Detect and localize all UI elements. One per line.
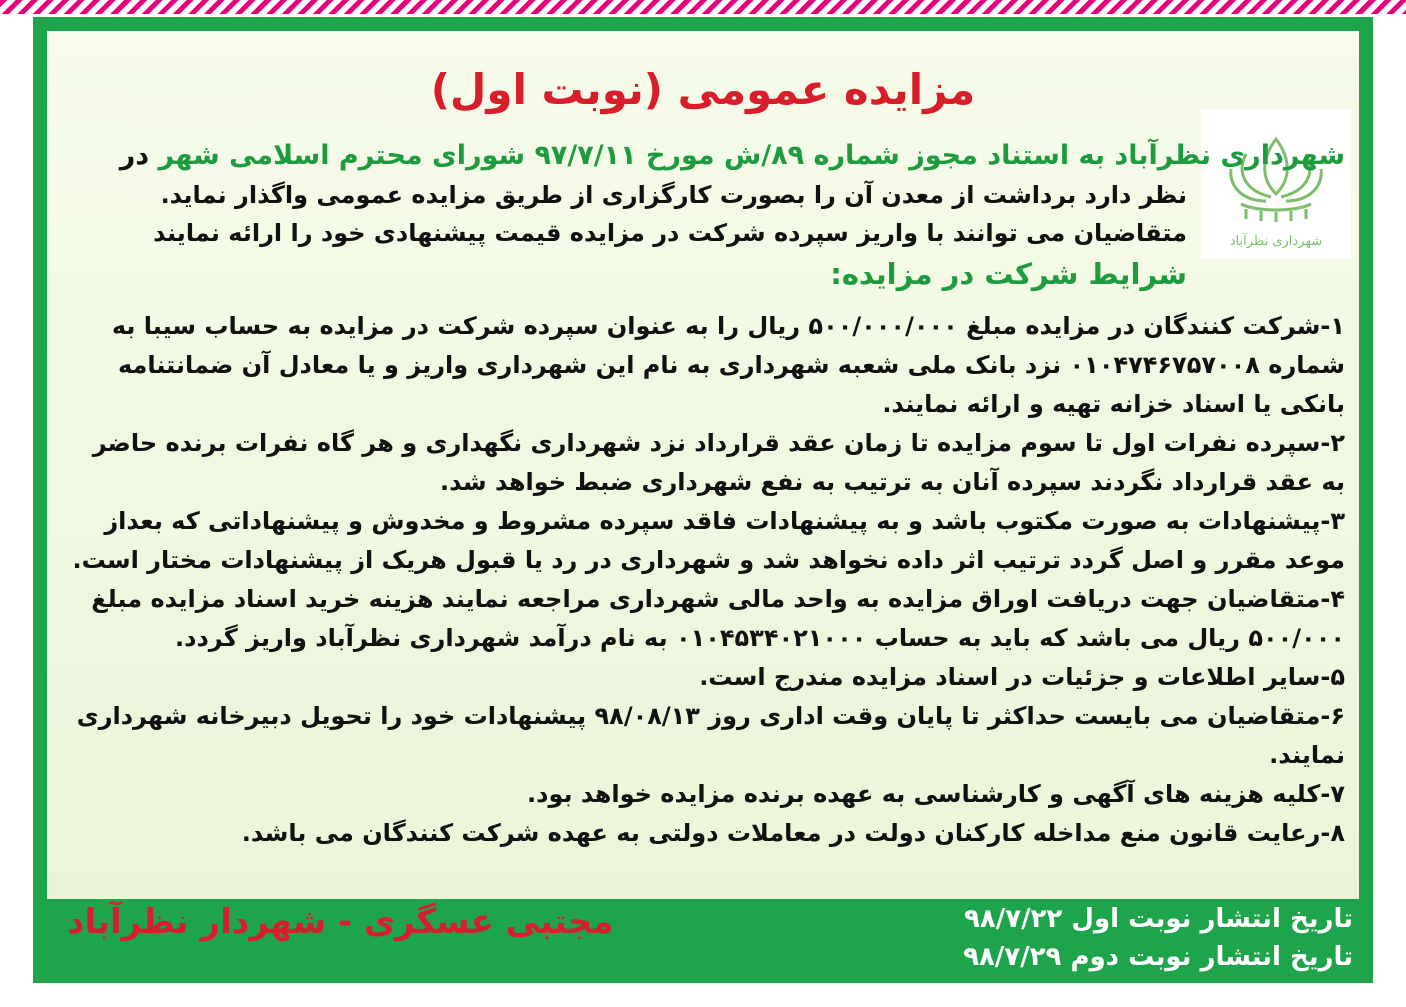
condition-item: ۱-شرکت کنندگان در مزایده مبلغ ۵۰۰/۰۰۰/۰۰۰ ریال را به عنوان سپرده شرکت در مزایده به حساب سیبا به شماره ۰۱۰۴۷۴۶۷۵۷۰۰۸ نزد بانک ملی شعبه شهرداری به نام این شهرداری واریز و یا معادل آن ضمانتنامه بانکی یا اسناد خزانه تهیه و ارائه نمایند.: [111, 312, 1345, 418]
condition-item: ۳-پیشنهادات به صورت مکتوب باشد و به پیشنهادات فاقد سپرده مشروط و مخدوش و پیشنهاداتی که بعداز موعد مقرر و اصل گردد ترتیب اثر داده نخواهد شد و شهرداری در رد یا قبول هریک از پیشنهادات مختار است.: [72, 507, 1345, 574]
intro-line-3: متقاضیان می توانند با واریز سپرده شرکت در مزایده قیمت پیشنهادی خود را ارائه نمایند: [153, 219, 1187, 247]
publication-dates: [953, 900, 1353, 976]
intro-line-2: نظر دارد برداشت از معدن آن را بصورت کارگزاری از طریق مزایده عمومی واگذار نماید.: [160, 181, 1187, 209]
condition-item: ۴-متقاضیان جهت دریافت اوراق مزایده به واحد مالی شهرداری مراجعه نمایند هزینه خرید اسناد مزایده مبلغ ۵۰۰/۰۰۰ ریال می باشد که باید به حساب ۰۱۰۴۵۳۴۰۲۱۰۰۰ به نام درآمد شهرداری نظرآباد واریز گردد.: [91, 585, 1345, 652]
condition-item: ۷-کلیه هزینه های آگهی و کارشناسی به عهده برنده مزایده خواهد بود.: [527, 780, 1345, 808]
condition-item: ۸-رعایت قانون منع مداخله کارکنان دولت در معاملات دولتی به عهده شرکت کنندگان می باشد.: [241, 819, 1345, 847]
conditions-list: [71, 307, 1345, 853]
intro-highlight: شهرداری نظرآباد به استناد مجوز شماره ۸۹/ش مورخ ۹۷/۷/۱۱ شورای محترم اسلامی شهر: [158, 140, 1345, 171]
decorative-stripe: [0, 0, 1406, 14]
intro-line-1-tail: در: [119, 140, 159, 171]
ad-frame: [33, 17, 1373, 983]
municipality-logo-icon: [1201, 109, 1351, 259]
ad-title: مزایده عمومی (نوبت اول): [430, 65, 976, 114]
second-publication-date: تاریخ انتشار نوبت دوم ۹۸/۷/۲۹: [963, 942, 1353, 972]
condition-item: ۵-سایر اطلاعات و جزئیات در اسناد مزایده مندرج است.: [699, 663, 1345, 691]
logo-text: شهرداری نظرآباد: [1229, 234, 1323, 249]
first-publication-date: تاریخ انتشار نوبت اول ۹۸/۷/۲۲: [963, 904, 1353, 934]
conditions-heading: شرایط شرکت در مزایده:: [830, 257, 1187, 291]
condition-item: ۶-متقاضیان می بایست حداکثر تا پایان وقت اداری روز ۹۸/۰۸/۱۳ پیشنهادات خود را تحویل دبیرخانه شهرداری نمایند.: [76, 702, 1345, 769]
intro-line-1: [95, 137, 1345, 175]
ad-panel: [47, 31, 1359, 899]
mayor-signature: مجتبی عسگری - شهردار نظرآباد: [67, 902, 614, 942]
condition-item: ۲-سپرده نفرات اول تا سوم مزایده تا زمان عقد قرارداد نزد شهرداری نگهداری و هر گاه نفرات برنده حاضر به عقد قرارداد نگردند سپرده آنان به ترتیب به نفع شهرداری ضبط خواهد شد.: [92, 429, 1345, 496]
